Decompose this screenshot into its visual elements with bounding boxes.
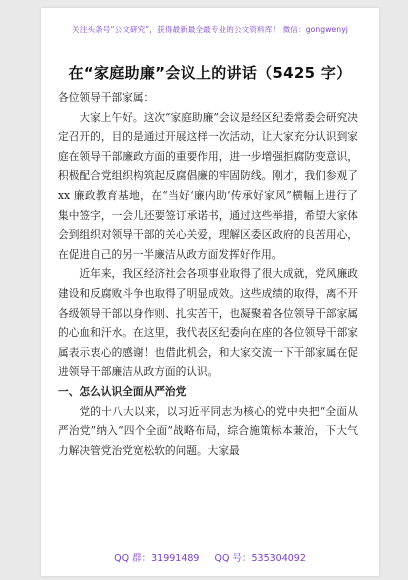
paragraph: 党的十八大以来，以习近平同志为核心的党中央把“全面从严治党”纳入“四个全面”战略布局，综合施策标本兼治，下大气力解决管党治党宽松软的问题。大家最	[58, 404, 358, 457]
section-heading: 一、怎么认识全面从严治党	[58, 384, 187, 398]
salutation: 各位领导干部家属：	[58, 91, 155, 104]
paragraph: 近年来，我区经济社会各项事业取得了很大成就，党风廉政建设和反腐败斗争也取得了明显成效。这些成绩的取得，离不开各级领导干部以身作则、扎实苦干，也凝聚着各位领导干部家属的心血和汗水。在这里，我代表区纪委向在座的各位领导干部家属表示衷心的感谢！也借此机会，和大家交流一下干部家属在促进领导干部廉洁从政方面的认识。	[58, 267, 358, 379]
document-page	[41, 8, 379, 576]
footer-qq-group: QQ 群：31991489	[114, 553, 200, 564]
footer-qq-number: QQ 号：535304092	[214, 553, 306, 564]
document-body	[58, 88, 358, 460]
footer-contact	[41, 550, 379, 564]
document-title: 在“家庭助廉”会议上的讲话（5425 字）	[68, 64, 352, 82]
paragraph: 大家上午好。这次“家庭助廉”会议是经区纪委常委会研究决定召开的，目的是通过开展这样一次活动，让大家充分认识到家庭在领导干部廉政方面的重要作用，进一步增强拒腐防变意识，积极配合党组织构筑起反腐倡廉的牢固防线。刚才，我们参观了 xx 廉政教育基地，在“当好‘廉内助’传承好家风”横幅上进行了集中签字，一会儿还要签订承诺书，通过这些举措，希望大家体会到组织对领导干部的关心关爱，理解区委区政府的良苦用心，在促进自己的另一半廉洁从政方面发挥好作用。	[58, 110, 358, 261]
promo-banner: 关注头条号“公文研究”，获得最新最全最专业的公文资料库！ 微信：gongwenyj	[72, 25, 348, 34]
